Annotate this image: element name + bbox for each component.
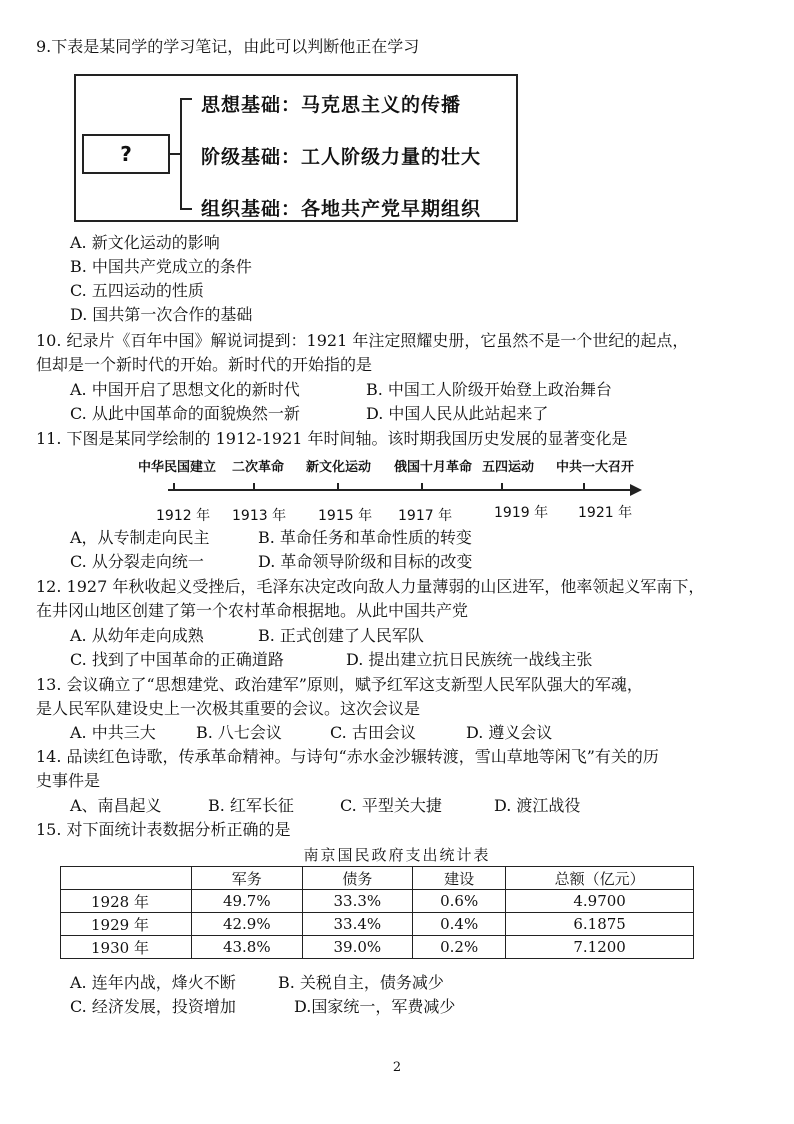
table-cell: 0.4% [413, 913, 506, 936]
table-row [61, 936, 694, 959]
timeline-event-1919: 五四运动 [482, 460, 535, 475]
table-cell: 6.1875 [506, 913, 694, 936]
q15-option-c: C. 经济发展，投资增加 [70, 997, 236, 1016]
timeline-year-1912: 1912 年 [156, 508, 211, 524]
timeline-year-1917: 1917 年 [398, 508, 453, 524]
brace-connector [170, 153, 180, 155]
q11-option-b: B. 革命任务和革命性质的转变 [258, 528, 472, 547]
page-number: 2 [392, 1060, 402, 1075]
q14-option-b: B. 红军长征 [208, 796, 294, 815]
table-header-construction: 建设 [413, 867, 506, 890]
unknown-topic-box [82, 134, 170, 174]
timeline-event-1921: 中共一大召开 [556, 460, 635, 475]
table-cell: 0.6% [413, 890, 506, 913]
q13-stem-line2: 是人民军队建设史上一次极其重要的会议。这次会议是 [36, 699, 421, 718]
q14-stem-line1: 14. 品读红色诗歌，传承革命精神。与诗句“赤水金沙辗转渡，雪山草地等闲飞”有关的历 [36, 747, 659, 766]
table-cell: 33.4% [302, 913, 413, 936]
brace-tick-3 [182, 208, 192, 210]
q12-option-b: B. 正式创建了人民军队 [258, 626, 424, 645]
table-cell: 39.0% [302, 936, 413, 959]
q13-option-b: B. 八七会议 [196, 723, 282, 742]
table-title: 南京国民政府支出统计表 [303, 846, 491, 864]
q13-option-c: C. 古田会议 [330, 723, 416, 742]
q12-stem-line1: 12. 1927 年秋收起义受挫后，毛泽东决定改向敌人力量薄弱的山区进军，他率领起义军南下， [36, 577, 705, 596]
table-cell: 33.3% [302, 890, 413, 913]
q12-option-c: C. 找到了中国革命的正确道路 [70, 650, 284, 669]
timeline-year-1921: 1921 年 [578, 505, 633, 521]
timeline-event-1915: 新文化运动 [306, 460, 372, 475]
table-row [61, 913, 694, 936]
q15-option-d: D.国家统一，军费减少 [294, 997, 456, 1016]
q9-option-a: A. 新文化运动的影响 [70, 233, 220, 252]
timeline-event-1917: 俄国十月革命 [394, 460, 473, 475]
table-header-blank [61, 867, 192, 890]
table-cell-year: 1929 年 [61, 913, 192, 936]
q11-stem: 11. 下图是某同学绘制的 1912-1921 年时间轴。该时期我国历史发展的显著变化是 [36, 429, 628, 448]
table-cell: 49.7% [192, 890, 303, 913]
q11-option-d: D. 革命领导阶级和目标的改变 [258, 552, 473, 571]
table-cell: 4.9700 [506, 890, 694, 913]
brace-vertical [180, 98, 182, 210]
study-note-box [74, 74, 518, 222]
q10-option-b: B. 中国工人阶级开始登上政治舞台 [366, 380, 612, 399]
q9-stem: 9.下表是某同学的学习笔记，由此可以判断他正在学习 [36, 37, 420, 56]
table-cell: 7.1200 [506, 936, 694, 959]
table-cell: 0.2% [413, 936, 506, 959]
table-cell: 43.8% [192, 936, 303, 959]
q10-option-a: A. 中国开启了思想文化的新时代 [70, 380, 300, 399]
q12-stem-line2: 在井冈山地区创建了第一个农村革命根据地。从此中国共产党 [36, 601, 469, 620]
q13-stem-line1: 13. 会议确立了“思想建党、政治建军”原则，赋予红军这支新型人民军队强大的军魂， [36, 675, 643, 694]
q12-option-a: A. 从幼年走向成熟 [70, 626, 204, 645]
q9-option-c: C. 五四运动的性质 [70, 281, 204, 300]
table-cell-year: 1928 年 [61, 890, 192, 913]
q13-option-a: A. 中共三大 [70, 723, 156, 742]
timeline-axis [160, 480, 646, 500]
q15-option-a: A. 连年内战，烽火不断 [70, 973, 236, 992]
q10-option-c: C. 从此中国革命的面貌焕然一新 [70, 404, 300, 423]
q11-option-c: C. 从分裂走向统一 [70, 552, 204, 571]
timeline-event-1913: 二次革命 [232, 460, 285, 475]
table-header-total: 总额（亿元） [506, 867, 694, 890]
q10-option-d: D. 中国人民从此站起来了 [366, 404, 549, 423]
timeline-year-1915: 1915 年 [318, 508, 373, 524]
note-item-ideology: 思想基础：马克思主义的传播 [201, 94, 462, 116]
note-item-class: 阶级基础：工人阶级力量的壮大 [201, 146, 482, 168]
q12-option-d: D. 提出建立抗日民族统一战线主张 [346, 650, 593, 669]
q10-stem-line2: 但却是一个新时代的开始。新时代的开始指的是 [36, 355, 373, 374]
table-cell-year: 1930 年 [61, 936, 192, 959]
q10-stem-line1: 10. 纪录片《百年中国》解说词提到：1921 年注定照耀史册，它虽然不是一个世纪的起点， [36, 331, 689, 350]
q14-stem-line2: 史事件是 [36, 771, 101, 790]
q9-option-d: D. 国共第一次合作的基础 [70, 305, 253, 324]
q14-option-a: A、南昌起义 [70, 796, 162, 815]
timeline-arrow [630, 484, 642, 496]
table-header-row [61, 867, 694, 890]
table-row [61, 890, 694, 913]
note-item-organization: 组织基础：各地共产党早期组织 [201, 198, 482, 220]
q13-option-d: D. 遵义会议 [466, 723, 553, 742]
table-cell: 42.9% [192, 913, 303, 936]
timeline-year-1913: 1913 年 [232, 508, 287, 524]
question-mark: ? [120, 142, 132, 166]
q14-option-c: C. 平型关大捷 [340, 796, 442, 815]
q11-option-a: A，从专制走向民主 [70, 528, 210, 547]
table-header-military: 军务 [192, 867, 303, 890]
q15-stem: 15. 对下面统计表数据分析正确的是 [36, 820, 291, 839]
expenditure-table [60, 866, 694, 959]
brace-tick-1 [182, 98, 192, 100]
table-header-debt: 债务 [302, 867, 413, 890]
timeline-event-1912: 中华民国建立 [138, 460, 217, 475]
timeline-year-1919: 1919 年 [494, 505, 549, 521]
q14-option-d: D. 渡江战役 [494, 796, 581, 815]
q9-option-b: B. 中国共产党成立的条件 [70, 257, 252, 276]
q15-option-b: B. 关税自主，债务减少 [278, 973, 444, 992]
